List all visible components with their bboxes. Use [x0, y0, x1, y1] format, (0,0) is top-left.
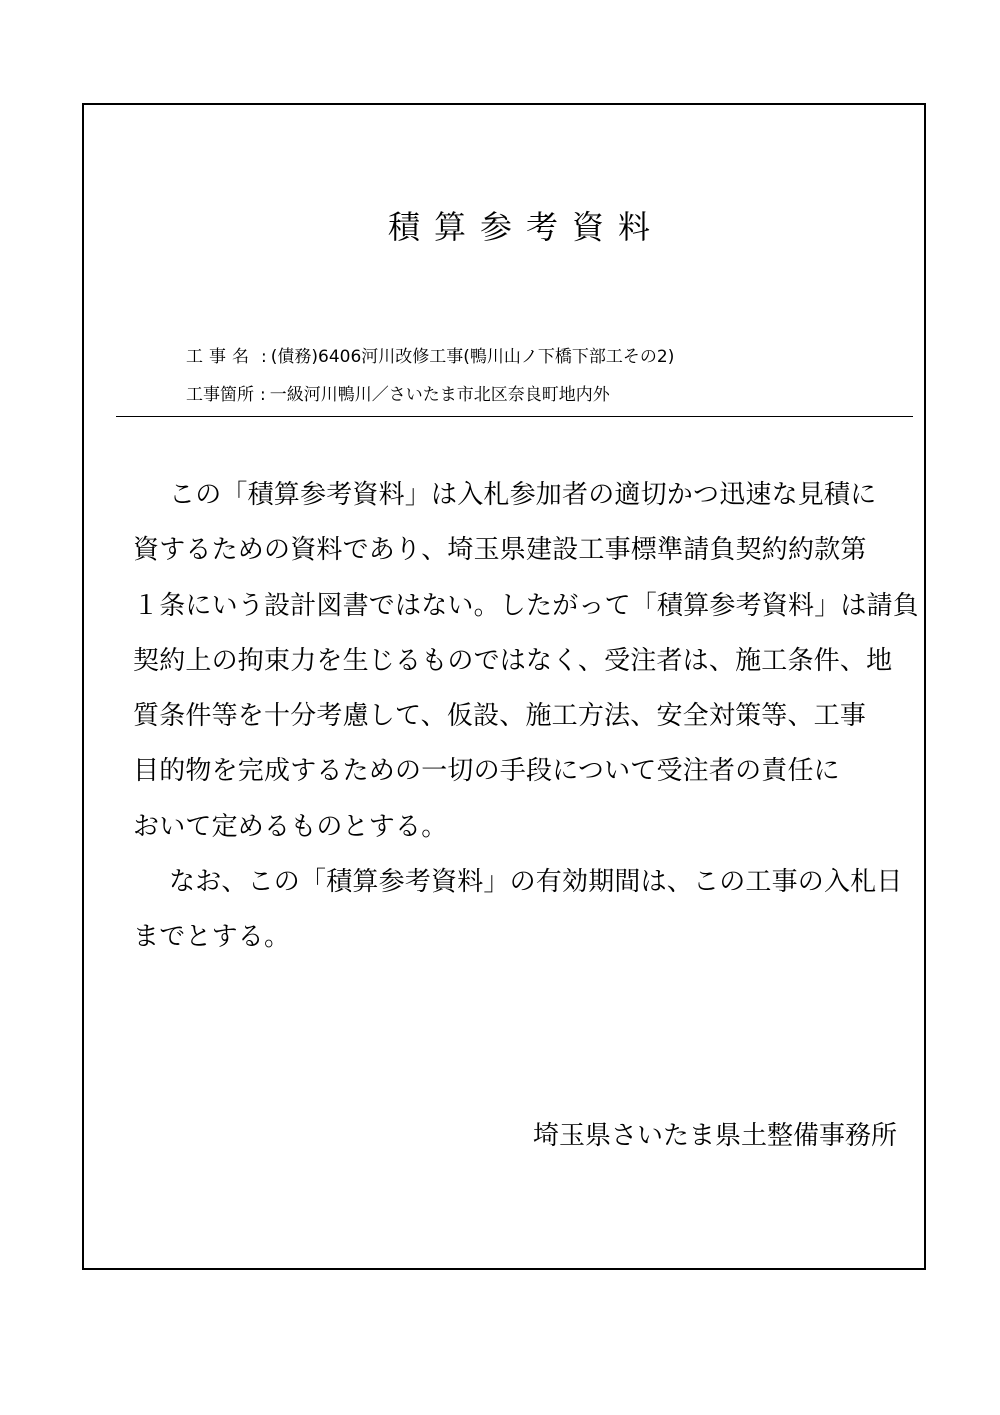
project-name-row [186, 345, 674, 369]
header-divider [116, 416, 913, 417]
issuer-name: 埼玉県さいたま県土整備事務所 [532, 1121, 897, 1151]
body-line: 契約上の拘束力を生じるものではなく、受注者は、施工条件、地 [133, 645, 893, 676]
project-name-label: 工事名 [186, 347, 255, 367]
body-line: までとする。 [133, 922, 291, 953]
body-line: 質条件等を十分考慮して、仮設、施工方法、安全対策等、工事 [133, 701, 867, 732]
body-line: なお、この「積算参考資料」の有効期間は、この工事の入札日 [169, 867, 903, 898]
document-title: 積算参考資料 [387, 208, 664, 246]
project-name-value: (債務)6406河川改修工事(鴨川山ノ下橋下部工その2) [270, 347, 675, 367]
body-line: この「積算参考資料」は入札参加者の適切かつ迅速な見積に [169, 480, 877, 510]
project-location-row [186, 383, 610, 407]
project-location-separator: : [260, 385, 266, 405]
body-paragraphs [133, 468, 920, 966]
body-line: １条にいう設計図書ではない。したがって「積算参考資料」は請負 [133, 590, 920, 621]
project-name-separator: : [261, 347, 267, 367]
project-location-label: 工事箇所 [186, 385, 254, 405]
project-location-value: 一級河川鴨川／さいたま市北区奈良町地内外 [269, 385, 610, 405]
body-line: おいて定めるものとする。 [133, 811, 448, 842]
body-line: 目的物を完成するための一切の手段について受注者の責任に [133, 756, 840, 787]
body-line: 資するための資料であり、埼玉県建設工事標準請負契約約款第 [133, 535, 867, 566]
